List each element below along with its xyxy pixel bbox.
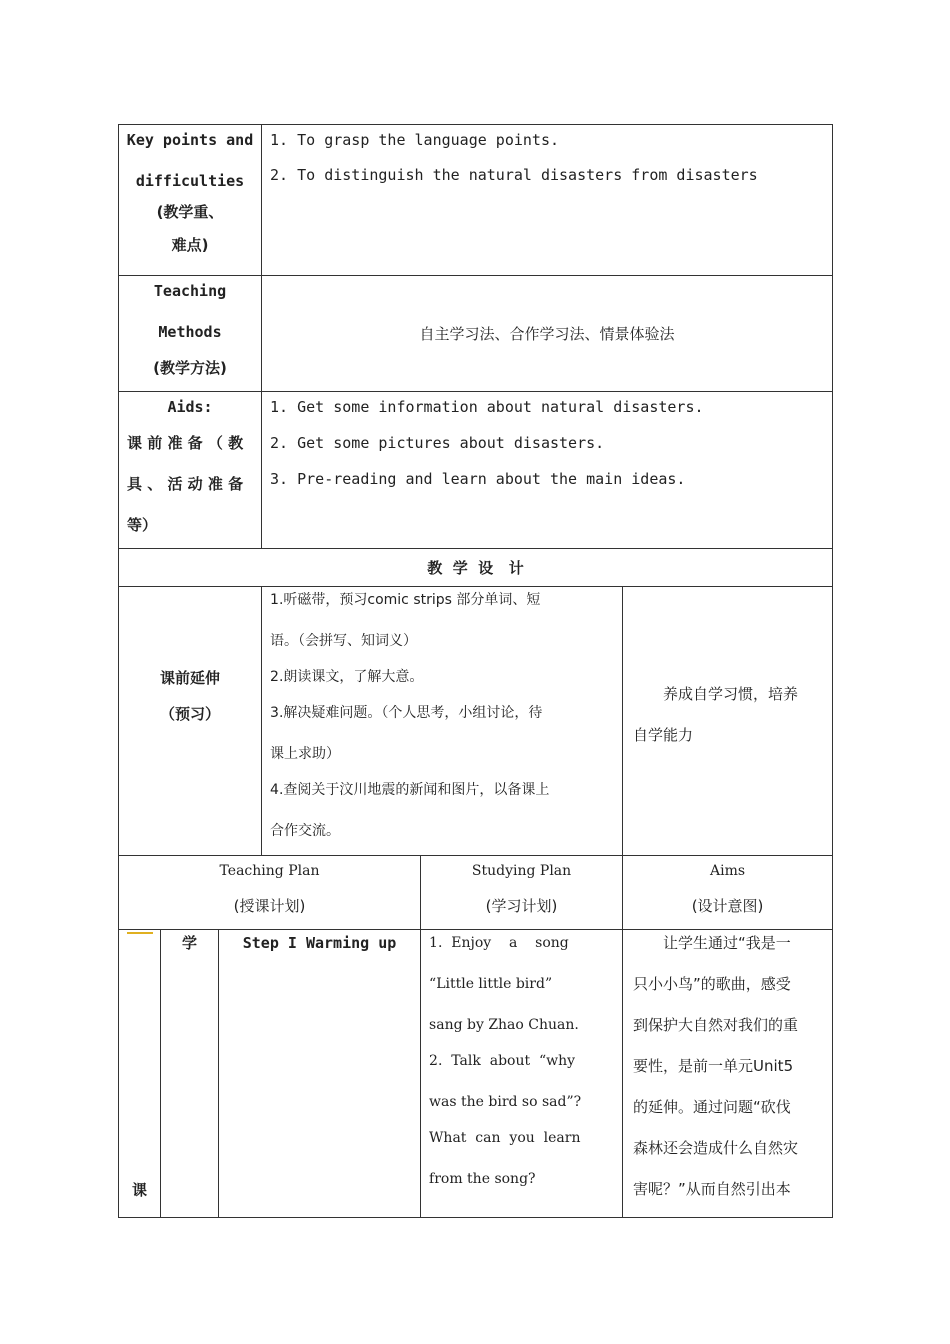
studying-line: 1. Enjoy a song [429, 935, 569, 951]
aids-row [119, 392, 833, 549]
studying-plan-header-cn: (学习计划) [485, 897, 558, 915]
lesson-studying [421, 930, 623, 1218]
preview-item: 3.解决疑难问题。（个人思考，小组讨论，待 [270, 705, 543, 721]
studying-line: sang by Zhao Chuan. [429, 1017, 579, 1033]
teaching-plan-header [119, 856, 421, 930]
aids-content [262, 392, 833, 549]
preview-label-line: 课前延伸 [160, 669, 221, 687]
preview-item: 1.听磁带，预习comic strips 部分单词、短 [270, 592, 541, 608]
teaching-methods-label-line: Methods [158, 323, 222, 341]
key-point-item: 2. To distinguish the natural disasters from disasters [270, 166, 758, 184]
aid-item: 1. Get some information about natural disasters. [270, 398, 704, 416]
studying-line: “Little little bird” [429, 976, 553, 992]
key-point-item: 1. To grasp the language points. [270, 131, 560, 149]
preview-item: 2.朗读课文，了解大意。 [270, 669, 424, 685]
studying-line: What can you learn [429, 1130, 581, 1146]
key-points-label-line: difficulties [135, 172, 245, 190]
preview-aim-line: 养成自学习惯，培养 [663, 685, 799, 703]
preview-item: 合作交流。 [270, 823, 341, 839]
aim-line: 森林还会造成什么自然灾 [633, 1139, 799, 1157]
teaching-methods-label [119, 276, 262, 392]
aid-item: 3. Pre-reading and learn about the main ideas. [270, 470, 686, 488]
design-header-row [119, 549, 833, 587]
aim-line: 的延伸。通过问题“砍伐 [633, 1098, 791, 1116]
key-points-label-line: (教学重、 [156, 203, 224, 221]
aid-item: 2. Get some pictures about disasters. [270, 434, 605, 452]
aim-line: 让学生通过“我是一 [663, 934, 791, 952]
aim-line: 只小小鸟”的歌曲，感受 [633, 975, 791, 993]
preview-aim-line: 自学能力 [633, 726, 694, 744]
aids-label [119, 392, 262, 549]
lesson-aim [623, 930, 833, 1218]
preview-item: 4.查阅关于汶川地震的新闻和图片，以备课上 [270, 782, 550, 798]
lesson-col-study [161, 930, 219, 1218]
teaching-plan-header-cn: (授课计划) [233, 897, 306, 915]
aim-line: 害呢？”从而自然引出本 [633, 1180, 791, 1198]
lesson-plan-table [118, 124, 833, 1218]
studying-line: from the song? [429, 1171, 536, 1187]
lesson-col-course [119, 930, 161, 1218]
aids-label-line: 课 前 准 备 （ 教 [127, 434, 244, 452]
studying-line: 2. Talk about “why [429, 1053, 576, 1069]
plan-header-row [119, 856, 833, 930]
teaching-methods-row [119, 276, 833, 392]
preview-label-line: （预习） [160, 705, 221, 723]
design-header: 教 学 设 计 [119, 549, 833, 587]
teaching-methods-value: 自主学习法、合作学习法、情景体验法 [262, 276, 833, 392]
highlight-mark [127, 932, 153, 934]
aids-label-line: 等） [127, 516, 158, 534]
study-char: 学 [181, 934, 197, 952]
aids-label-line: 具 、 活 动 准 备 [127, 475, 244, 493]
aids-label-line: Aids: [167, 398, 213, 416]
preview-item: 课上求助） [270, 746, 341, 762]
preview-aim [623, 587, 833, 856]
preview-row [119, 587, 833, 856]
teaching-methods-label-line: Teaching [153, 282, 227, 300]
course-char: 课 [131, 1181, 147, 1199]
key-points-row [119, 125, 833, 276]
preview-content [262, 587, 623, 856]
lesson-row [119, 930, 833, 1218]
studying-line: was the bird so sad”? [429, 1094, 582, 1110]
aim-line: 要性，是前一单元Unit5 [633, 1057, 794, 1075]
aims-header-en: Aims [710, 863, 746, 879]
step-title: Step I Warming up [242, 934, 397, 952]
key-points-label-line: 难点) [171, 236, 209, 254]
aims-header [623, 856, 833, 930]
key-points-content [262, 125, 833, 276]
preview-item: 语。（会拼写、知词义） [270, 633, 418, 649]
key-points-label-line: Key points and [126, 131, 254, 149]
teaching-plan-header-en: Teaching Plan [219, 863, 320, 879]
preview-label [119, 587, 262, 856]
aims-header-cn: (设计意图) [691, 897, 764, 915]
lesson-step [219, 930, 421, 1218]
studying-plan-header-en: Studying Plan [471, 863, 572, 879]
studying-plan-header [421, 856, 623, 930]
aim-line: 到保护大自然对我们的重 [633, 1016, 799, 1034]
key-points-label [119, 125, 262, 276]
teaching-methods-label-line: (教学方法) [153, 359, 227, 377]
